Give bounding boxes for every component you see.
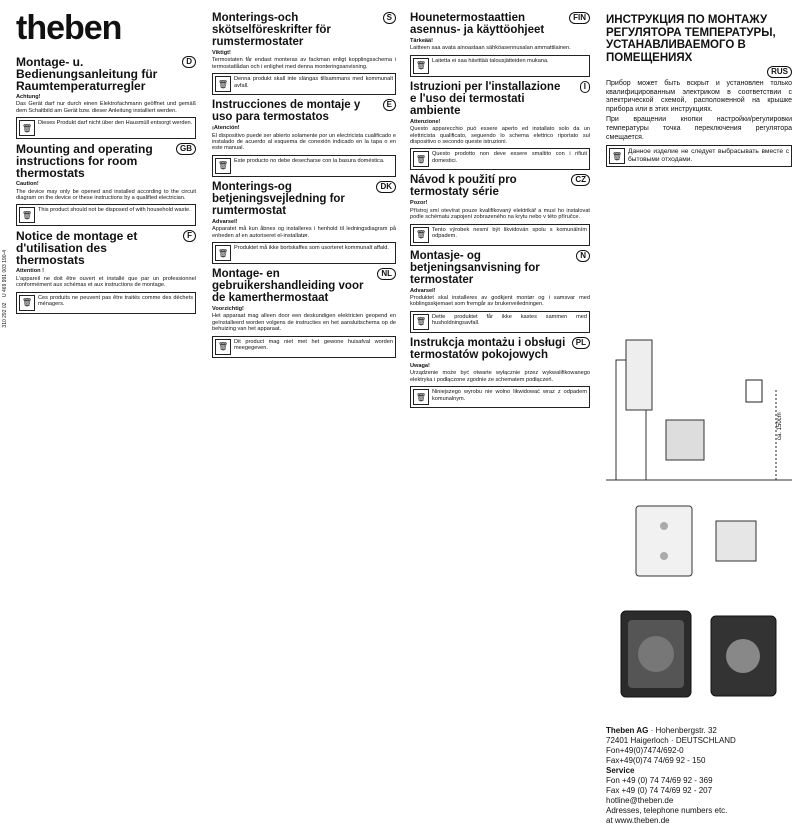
section-title: Montasje- og betjeningsanvisning for termostater N	[410, 250, 590, 286]
crossed-bin-icon: 🗑	[413, 227, 429, 243]
column-2	[212, 8, 396, 361]
website-link[interactable]: at www.theben.de	[606, 816, 670, 825]
disposal-note: 🗑 Ces produits ne peuvent pas être traités comme des déchets ménagers.	[16, 292, 196, 314]
section-subtitle: Advarsel!	[410, 287, 436, 294]
paragraph: Прибор может быть вскрыт и установлен только квалифицированным электриком в соответствии с электрической схемой, расположенной на крышке прибора или в этих инструкциях.	[606, 80, 792, 113]
crossed-bin-icon: 🗑	[413, 389, 429, 405]
paragraph: Questo apparecchio può essere aperto ed installato solo da un elettricista qualificato, seguendo lo schema elettrico riportato sul dispositivo o secondo queste istruzioni.	[410, 126, 590, 146]
crossed-bin-icon: 🗑	[413, 314, 429, 330]
section-subtitle: Advarsel!	[212, 218, 238, 225]
crossed-bin-icon: 🗑	[413, 58, 429, 74]
crossed-bin-icon: 🗑	[19, 207, 35, 223]
section-title: Istruzioni per l'installazione e l'uso dei termostati ambiente I	[410, 81, 590, 117]
section-nl	[212, 268, 396, 358]
crossed-bin-icon: 🗑	[19, 295, 35, 311]
paragraph: Het apparaat mag alleen door een deskundigen elektricien geopend en geïnstalleerd worden volgens de instructies en het aansluitschema op de behuizing van het apparaat.	[212, 313, 396, 333]
language-badge: CZ	[571, 174, 590, 186]
column-4-russian	[606, 8, 792, 170]
phone: Fon+49(0)7474/692-0	[606, 746, 684, 755]
language-badge: E	[383, 99, 396, 111]
address-block: Theben AG · Hohenbergstr. 32 72401 Haigerloch · DEUTSCHLAND Fon+49(0)7474/692-0 Fax+49(0)74 74/69 92 - 150 Service Fon +49 (0) 74 74/69 92 - 369 Fax +49 (0) 74 74/69 92 - 207 hotline@theben.de Adresses, telephone numbers etc. at www.theben.de	[606, 726, 796, 826]
crossed-bin-icon: 🗑	[609, 148, 625, 164]
section-no	[410, 250, 590, 333]
section-title: Návod k použití pro termostaty série CZ	[410, 174, 590, 198]
section-title: Instrukcja montażu i obsługi termostatów pokojowych PL	[410, 337, 590, 361]
mounting-plate-figure	[606, 496, 792, 586]
paragraph: Das Gerät darf nur durch einen Elektrofachmann geöffnet und gemäß dem Schaltbild am Gerät bzw. dieser Anleitung installiert werden.	[16, 101, 196, 114]
service-phone: Fon +49 (0) 74 74/69 92 - 369	[606, 776, 713, 785]
dial-illustration	[726, 639, 760, 673]
crossed-bin-icon: 🗑	[19, 120, 35, 136]
crossed-bin-icon: 🗑	[215, 76, 231, 92]
crossed-bin-icon: 🗑	[413, 151, 429, 167]
dimension-label: ca. 150cm	[777, 412, 783, 440]
language-badge: F	[183, 230, 196, 242]
paragraph: Laitteen saa avata ainoastaan sähköasennusalan ammattilainen.	[410, 45, 571, 52]
section-title: ИНСТРУКЦИЯ ПО МОНТАЖУ РЕГУЛЯТОРА ТЕМПЕРАТУРЫ, УСТАНАВЛИВАЕМОГО В ПОМЕЩЕНИЯХ RUS	[606, 14, 792, 64]
section-subtitle: Viktigt!	[212, 50, 231, 56]
paragraph: Apparatet må kun åbnes og installeres i henhold til ledningsdiagram på enheden af en autoriseret el-installatør.	[212, 226, 396, 239]
section-cz	[410, 174, 590, 245]
crossed-bin-icon: 🗑	[215, 339, 231, 355]
section-de	[16, 56, 196, 139]
language-badge: DK	[376, 181, 396, 193]
side-code: 310 292 02 U 469 991 003 190-4	[2, 250, 8, 328]
wall-box-illustration	[716, 521, 756, 561]
language-badge: RUS	[767, 66, 792, 78]
screw-illustration	[660, 552, 668, 560]
disposal-note: 🗑 Dette produktet får ikke kastes sammen med husholdningsavfall.	[410, 311, 590, 333]
disposal-note: 🗑 Данное изделие не следует выбрасывать вместе с бытовыми отходами.	[606, 145, 792, 167]
paragraph: L'appareil ne doit être ouvert et installé que par un professionnel conformément aux schémas et aux instructions de montage.	[16, 275, 196, 289]
hotline-email[interactable]: hotline@theben.de	[606, 796, 674, 805]
disposal-note: 🗑 Dieses Produkt darf nicht über den Hausmüll entsorgt werden.	[16, 117, 196, 139]
paragraph: El dispositivo puede ser abierto solamente por un electricista cualificado e instalado de acuerdo al esquema de conexión indicado en la tapa o en este manual.	[212, 132, 396, 152]
language-badge: I	[580, 81, 590, 93]
fax: Fax+49(0)74 74/69 92 - 150	[606, 756, 706, 765]
paragraph: The device may only be opened and installed according to the circuit diagram on the device or these instructions by a qualified electrician.	[16, 188, 196, 202]
section-subtitle: Voorzichtig!	[212, 306, 244, 313]
service-fax: Fax +49 (0) 74 74/69 92 - 207	[606, 786, 713, 795]
section-subtitle: ¡Atención!	[212, 125, 240, 132]
section-title: Monterings-och skötselföreskrifter för rumstermostater S	[212, 12, 396, 48]
disposal-note: 🗑 Produktet må ikke bortskaffes som usorteret kommunalt affald.	[212, 242, 396, 264]
disposal-note: 🗑 Dit product mag niet met het gewone huisafval worden meegegeven.	[212, 336, 396, 358]
section-gb	[16, 143, 196, 226]
section-title: Montage- en gebruikershandleiding voor de kamerthermostaat NL	[212, 268, 396, 304]
section-subtitle: Caution!	[16, 181, 39, 188]
section-subtitle: Attention !	[16, 268, 44, 275]
thermostat-illustration	[746, 380, 762, 402]
language-badge: GB	[176, 143, 196, 155]
paragraph: Termostaten får endast monteras av fackman enligt kopplingsschema i termostatlådan och i enlighet med denna monteringsanvisning.	[212, 57, 396, 70]
section-title: Notice de montage et d'utilisation des thermostats F	[16, 230, 196, 266]
section-pl	[410, 337, 590, 408]
brand-logo: theben	[16, 9, 122, 47]
section-title: Instrucciones de montaje y uso para termostatos E	[212, 99, 396, 123]
disposal-note: 🗑 Denna produkt skall inte slängas tillsammans med kommunalt avfall.	[212, 73, 396, 95]
column-1	[16, 8, 196, 317]
section-subtitle: Attenzione!	[410, 118, 441, 125]
language-badge: NL	[377, 268, 396, 280]
section-subtitle: Tärkeää!	[410, 38, 434, 44]
dial-illustration	[638, 636, 674, 672]
installation-height-figure	[606, 330, 792, 490]
section-subtitle: Uwaga!	[410, 362, 430, 369]
language-badge: N	[576, 250, 590, 262]
disposal-note: 🗑 Questo prodotto non deve essere smaltito con i rifiuti domestici.	[410, 148, 590, 170]
disposal-note: 🗑 This product should not be disposed of with household waste.	[16, 204, 196, 226]
section-title: Hounetermostaattien asennus- ja käyttöohjeet FIN	[410, 12, 590, 36]
screw-illustration	[660, 522, 668, 530]
section-title: Monterings-og betjeningsvejledning for rumtermostat DK	[212, 181, 396, 217]
thermostat-models-figure	[606, 596, 792, 712]
paragraph: Přístroj smí otevírat pouze kvalifikovaný elektrikář a musí ho instalovat podle schématu zapojení zobrazeného na krytu nebo v této příručce.	[410, 207, 590, 221]
service-label: Service	[606, 766, 635, 775]
disposal-note: 🗑 Este producto no debe desecharse con la basura doméstica.	[212, 155, 396, 177]
crossed-bin-icon: 🗑	[215, 158, 231, 174]
section-title: Montage- u. Bedienungsanleitung für Raumtemperaturregler D	[16, 56, 196, 92]
section-es	[212, 99, 396, 177]
crossed-bin-icon: 🗑	[215, 245, 231, 261]
section-subtitle: Pozor!	[410, 200, 428, 207]
window-illustration	[626, 340, 652, 410]
section-subtitle: Achtung!	[16, 94, 41, 100]
section-it	[410, 81, 590, 171]
paragraph: Produktet skal installeres av godkjent montør og i samsvar med koblingsskjemaet som fremgår av brukerveiledningen.	[410, 295, 590, 308]
section-fin	[410, 12, 590, 77]
paragraph: При вращении кнопки настройки/регулировки температуры точка переключения регулятора смещается.	[606, 116, 792, 141]
company-name: Theben AG	[606, 726, 649, 735]
language-badge: D	[182, 56, 196, 68]
language-badge: PL	[572, 337, 590, 349]
disposal-note: 🗑 Niniejszego wyrobu nie wolno likwidować wraz z odpadem komunalnym.	[410, 386, 590, 408]
language-badge: S	[383, 12, 396, 24]
section-fr	[16, 230, 196, 313]
language-badge: FIN	[569, 12, 590, 24]
section-title: Mounting and operating instructions for room thermostats GB	[16, 143, 196, 179]
disposal-note: 🗑 Laitetta ei saa hävittää talousjätteiden mukana.	[410, 55, 590, 77]
section-dk	[212, 181, 396, 264]
column-3	[410, 8, 590, 411]
paragraph: Urządzenie może być otwarte wyłącznie przez wykwalifikowanego elektryka i podłączone zgodnie ze schematem podłączeń.	[410, 370, 590, 383]
radiator-illustration	[666, 420, 704, 460]
disposal-note: 🗑 Tento výrobek nesmí být likvidován spolu s komunálním odpadem.	[410, 224, 590, 246]
section-se	[212, 12, 396, 95]
